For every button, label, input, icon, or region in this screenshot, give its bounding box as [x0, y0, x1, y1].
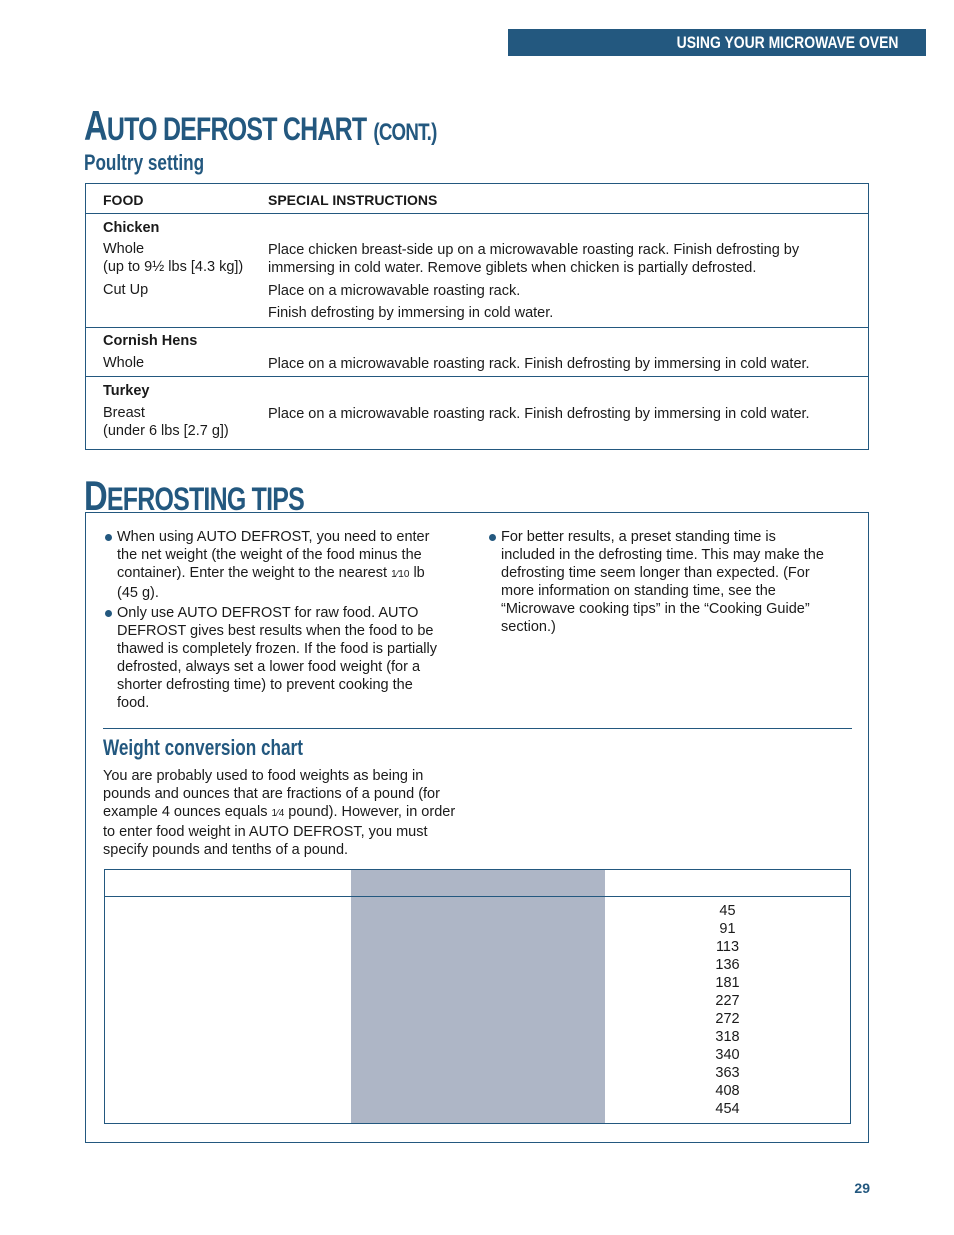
tip3-text: For better results, a preset standing time is included in the defrosting time. This may make the defrosting time seem longer than expected. (For more information on standing time, see the “Microwave cooking tips” in the “Cooking Guide” section.) — [501, 529, 824, 635]
pounds-column — [351, 870, 605, 1123]
chicken-cutup-label: Cut Up — [103, 282, 149, 298]
bullet-icon — [105, 534, 112, 541]
grams-value: 408 — [715, 1083, 740, 1099]
grams-value: 181 — [715, 975, 740, 991]
tip-item-net-weight — [103, 528, 448, 602]
grams-value: 272 — [715, 1011, 740, 1027]
header-instructions: SPECIAL INSTRUCTIONS — [268, 192, 438, 208]
tips-title-initial: D — [84, 472, 107, 519]
header-food: FOOD — [103, 192, 144, 208]
table-header-row — [86, 184, 868, 214]
grams-value: 45 — [719, 903, 736, 919]
chicken-whole-instruction-line1: Place chicken breast-side up on a microwavable roasting rack. Finish defrosting by — [268, 242, 800, 258]
section-header-bar — [508, 29, 926, 56]
intro-fraction: 1⁄4 — [271, 808, 285, 819]
table-section-turkey — [86, 377, 868, 449]
tip1-text-a: When using AUTO DEFROST, you need to enter the net weight (the weight of the food minus the container). Enter the weight to the nearest — [117, 529, 430, 581]
turkey-name: Turkey — [103, 383, 150, 399]
poultry-subtitle-text: Poultry setting — [84, 150, 205, 175]
bullet-icon — [489, 534, 496, 541]
chicken-name: Chicken — [103, 220, 160, 236]
grams-value: 363 — [715, 1065, 740, 1081]
grams-value: 318 — [715, 1029, 740, 1045]
page-title-cont: (CONT.) — [373, 119, 437, 146]
weight-conversion-table — [104, 869, 851, 1124]
intro-text-a: You are probably used to food weights as being in pounds and ounces that are fractions of a pound (for example 4 ounces equals — [103, 768, 440, 820]
tips-title-rest: EFROSTING TIPS — [106, 481, 304, 517]
grams-value: 454 — [715, 1101, 740, 1117]
ounces-column — [105, 870, 351, 1123]
weight-conversion-title — [103, 735, 359, 761]
cornish-name: Cornish Hens — [103, 333, 198, 349]
page-title-initial: A — [84, 102, 107, 149]
grams-value: 340 — [715, 1047, 740, 1063]
chicken-cutup-instruction-line2: Finish defrosting by immersing in cold water. — [268, 305, 554, 321]
chicken-whole-weight: (up to 9½ lbs [4.3 kg]) — [103, 259, 244, 275]
grams-values — [605, 902, 850, 1118]
grams-value: 113 — [715, 939, 740, 955]
chicken-whole-label: Whole — [103, 241, 145, 257]
tip1-text-b: lb (45 g). — [117, 565, 425, 601]
weight-conversion-title-text: Weight conversion chart — [103, 735, 303, 760]
table-section-cornish-hens — [86, 328, 868, 377]
turkey-breast-weight: (under 6 lbs [2.7 g]) — [103, 423, 229, 439]
turkey-breast-label: Breast — [103, 405, 145, 421]
chicken-cutup-instruction-line1: Place on a microwavable roasting rack. — [268, 283, 521, 299]
page-title-rest: UTO DEFROST CHART — [106, 111, 367, 147]
turkey-instruction: Place on a microwavable roasting rack. Finish defrosting by immersing in cold water. — [268, 406, 810, 422]
section-header-label: USING YOUR MICROWAVE OVEN — [676, 33, 898, 52]
chicken-whole-instruction-line2: immersing in cold water. Remove giblets when chicken is partially defrosted. — [268, 260, 757, 276]
grams-value: 227 — [715, 993, 740, 1009]
weight-conversion-intro — [103, 767, 463, 859]
tip1-fraction: 1⁄10 — [391, 569, 410, 580]
grams-value: 136 — [715, 957, 740, 973]
section-divider — [103, 728, 852, 729]
poultry-subtitle — [84, 150, 238, 176]
page-number: 29 — [854, 1180, 870, 1196]
defrosting-tips-box — [85, 512, 869, 1143]
bullet-icon — [105, 610, 112, 617]
cornish-instruction: Place on a microwavable roasting rack. Finish defrosting by immersing in cold water. — [268, 356, 810, 372]
page-title — [84, 102, 536, 150]
grams-value: 91 — [719, 921, 736, 937]
tip-item-standing-time — [487, 528, 832, 636]
table-header-divider — [105, 896, 850, 897]
cornish-whole-label: Whole — [103, 355, 145, 371]
intro-text-b: pound). However, in order to enter food weight in AUTO DEFROST, you must specify pounds and tenths of a pound. — [103, 804, 456, 858]
tip2-text: Only use AUTO DEFROST for raw food. AUTO DEFROST gives best results when the food to be thawed is completely frozen. If the food is partially defrosted, always set a lower food weight (for a shorter defrosting time) to prevent cooking the food. — [117, 605, 437, 711]
table-section-chicken — [86, 214, 868, 328]
defrost-chart-table — [85, 183, 869, 450]
tip-item-raw-food — [103, 604, 448, 712]
